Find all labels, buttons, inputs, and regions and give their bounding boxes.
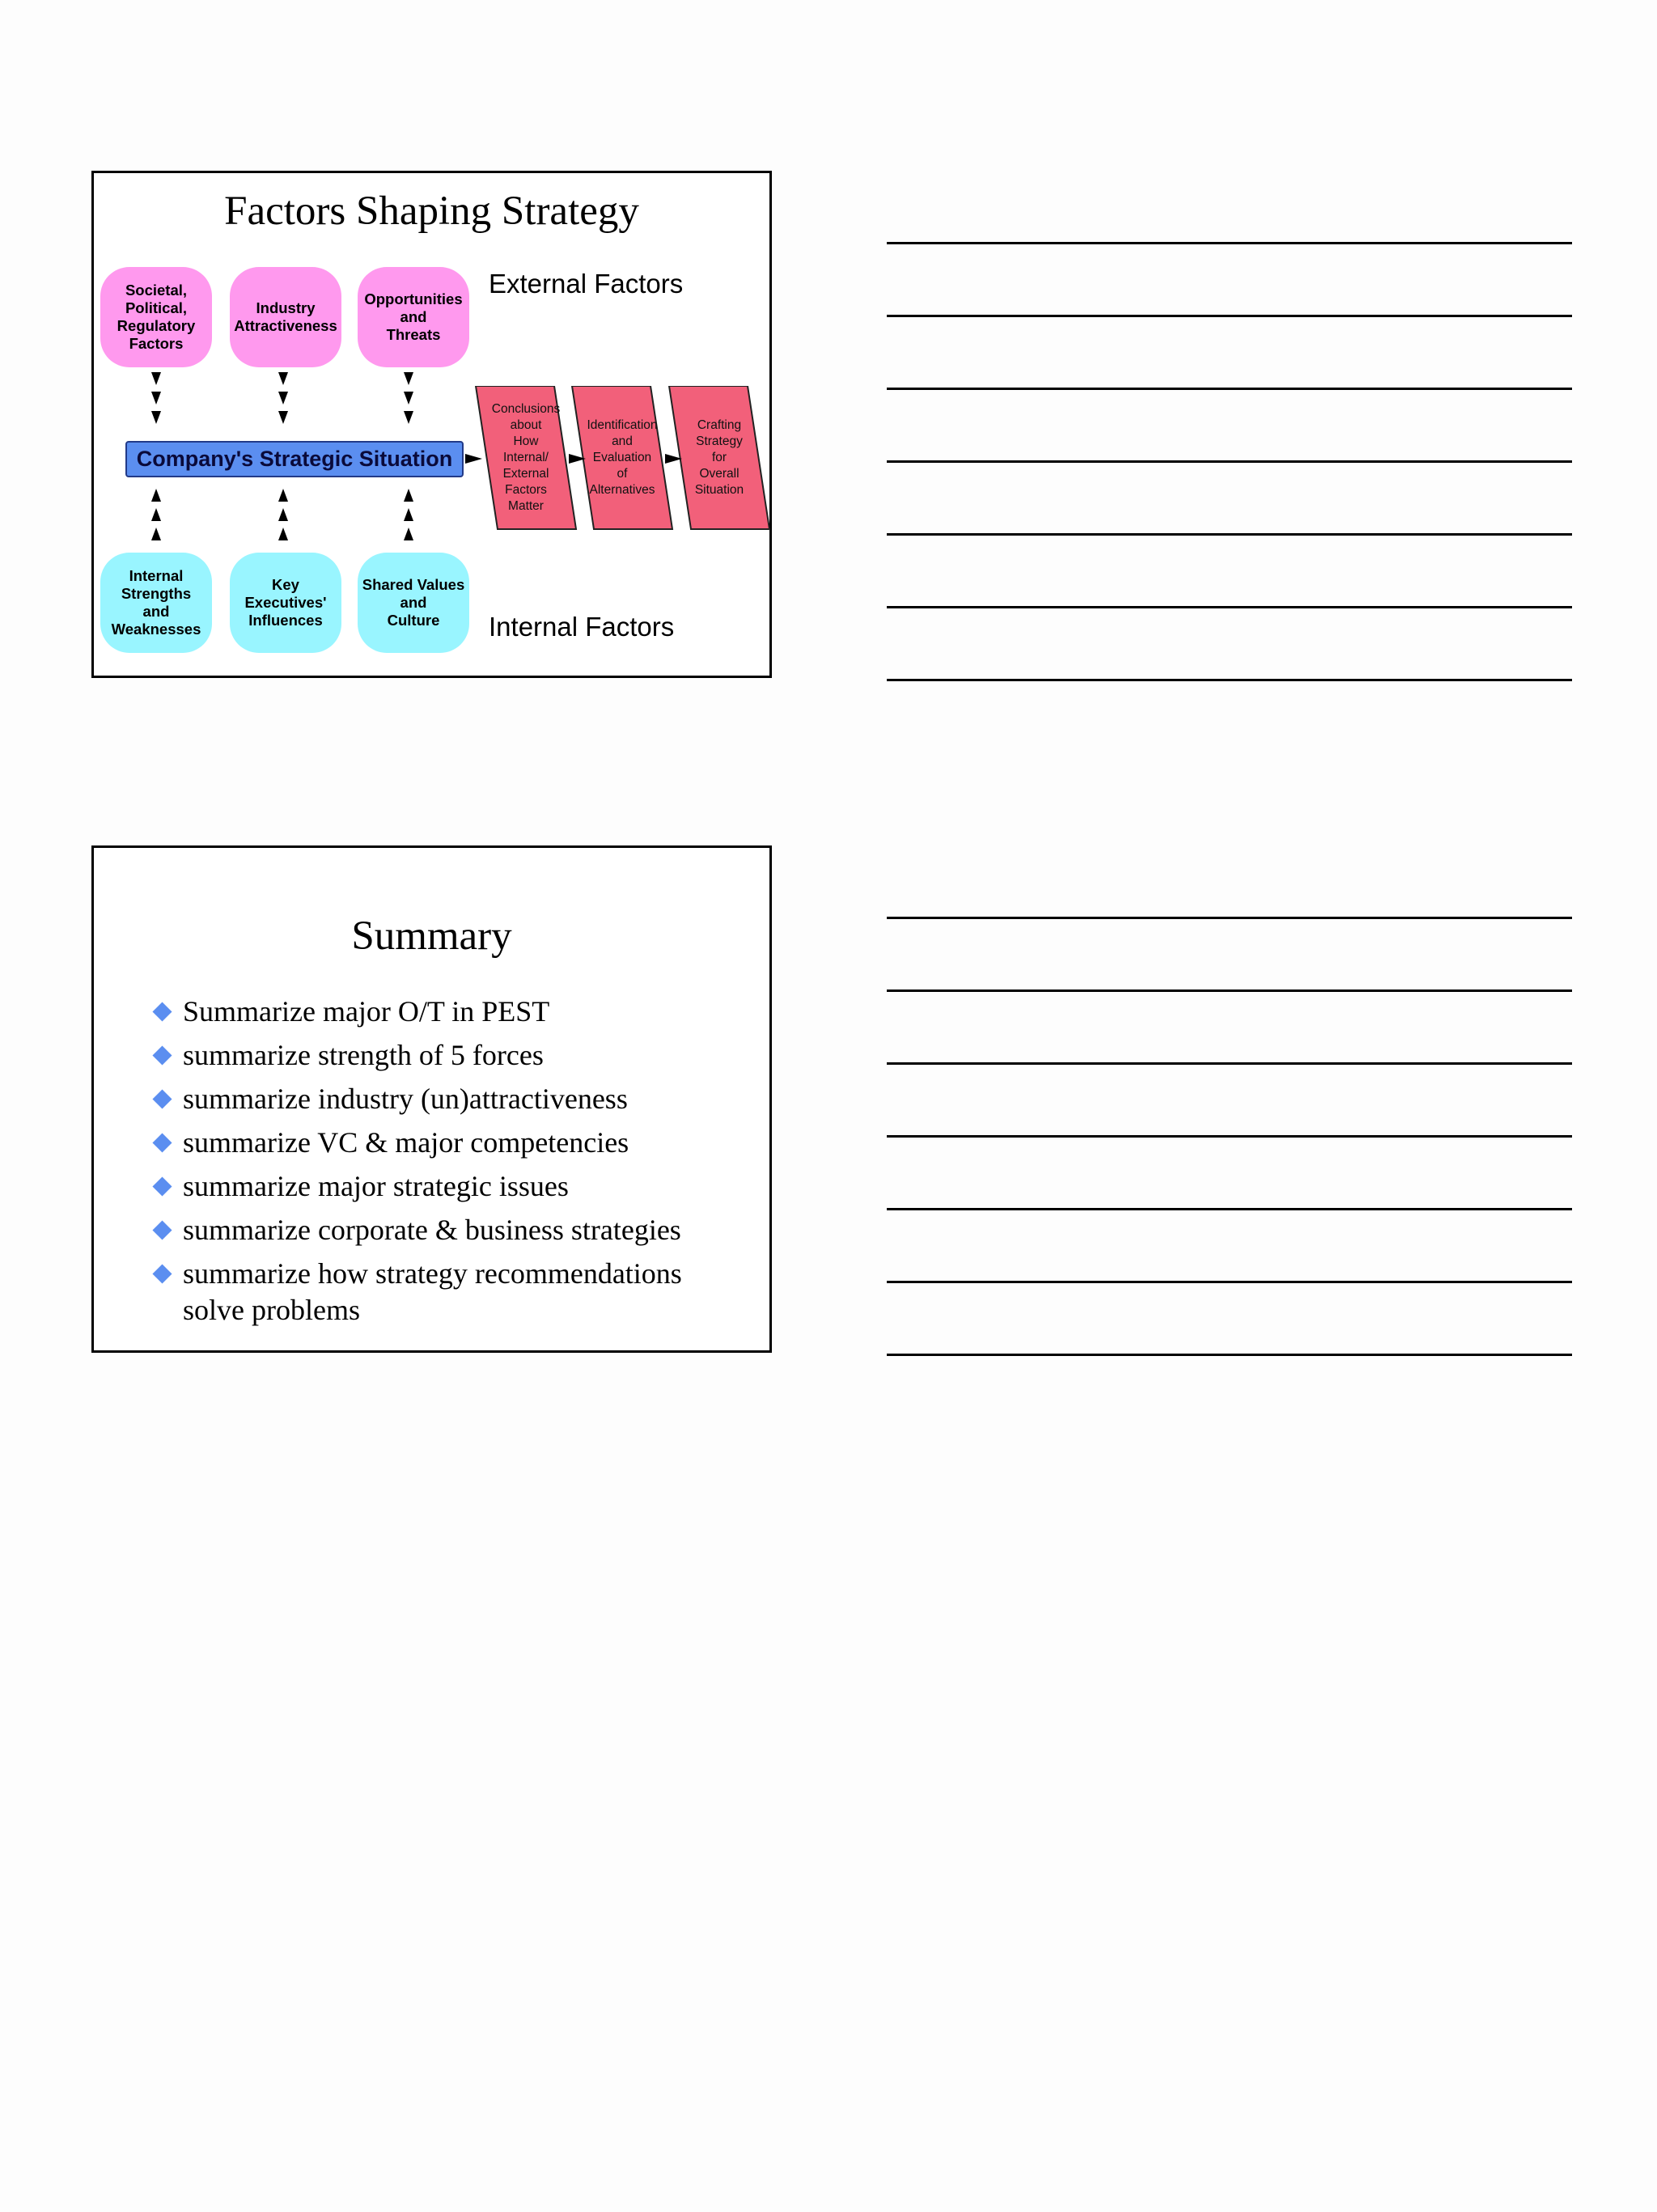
bullet-text: Summarize major O/T in PEST: [183, 995, 550, 1028]
note-line[interactable]: [887, 679, 1572, 681]
arrow-up: [404, 508, 413, 521]
note-line[interactable]: [887, 533, 1572, 536]
external-factor-industry: Industry Attractiveness: [230, 267, 341, 367]
arrow-up: [278, 489, 288, 502]
arrow-up: [404, 489, 413, 502]
note-line[interactable]: [887, 1135, 1572, 1138]
arrow-down: [404, 411, 413, 424]
bullet-text: summarize VC & major competencies: [183, 1126, 629, 1159]
diamond-bullet-icon: [152, 1220, 172, 1239]
bullet-item: [150, 1037, 749, 1074]
arrow-down: [278, 411, 288, 424]
bullet-text: summarize strength of 5 forces: [183, 1039, 544, 1071]
step-crafting-text: Crafting Strategy for Overall Situation: [694, 418, 744, 497]
slide-summary: [91, 845, 772, 1353]
bullet-item: [150, 1256, 749, 1328]
bullet-text: summarize corporate & business strategies: [183, 1214, 681, 1246]
step-conclusions-text: Conclusions about How Internal/ External Factors Matter: [491, 402, 561, 513]
note-line[interactable]: [887, 1062, 1572, 1065]
step-identification: [570, 386, 674, 530]
slide-title: Summary: [351, 913, 512, 959]
arrow-up: [151, 528, 161, 540]
arrow-down: [278, 372, 288, 385]
note-line[interactable]: [887, 989, 1572, 992]
arrow-down: [404, 392, 413, 405]
bullet-item: [150, 994, 749, 1030]
note-line[interactable]: [887, 388, 1572, 390]
diamond-bullet-icon: [152, 1176, 172, 1196]
external-factor-opportunities: Opportunities and Threats: [358, 267, 469, 367]
step-crafting: [667, 386, 771, 530]
external-factors-label: External Factors: [489, 269, 684, 299]
arrow-up: [404, 528, 413, 540]
internal-factor-culture: Shared Values and Culture: [358, 553, 469, 653]
bullet-item: [150, 1212, 749, 1248]
note-line[interactable]: [887, 242, 1572, 244]
step-identification-text: Identification and Evaluation of Alternatives: [587, 418, 658, 497]
up-arrows: [151, 489, 413, 540]
strategic-situation-box: Company's Strategic Situation: [125, 441, 464, 477]
summary-bullet-list: [150, 994, 749, 1336]
step-conclusions: [474, 386, 578, 530]
down-arrows: [151, 372, 413, 424]
arrow-up: [151, 489, 161, 502]
slide-factors-shaping-strategy: [91, 171, 772, 678]
bullet-item: [150, 1081, 749, 1117]
diamond-bullet-icon: [152, 1264, 172, 1283]
bullet-text: summarize how strategy recommendations solve problems: [183, 1257, 682, 1326]
bullet-item: [150, 1125, 749, 1161]
bullet-text: summarize major strategic issues: [183, 1170, 569, 1202]
note-line[interactable]: [887, 1354, 1572, 1356]
note-line[interactable]: [887, 917, 1572, 919]
diamond-bullet-icon: [152, 1045, 172, 1065]
internal-factor-strengths: Internal Strengths and Weaknesses: [100, 553, 212, 653]
note-line[interactable]: [887, 315, 1572, 317]
internal-factor-executives: Key Executives' Influences: [230, 553, 341, 653]
bullet-item: [150, 1168, 749, 1205]
slide-title: Factors Shaping Strategy: [224, 189, 639, 234]
diamond-bullet-icon: [152, 1133, 172, 1152]
external-factor-societal: Societal, Political, Regulatory Factors: [100, 267, 212, 367]
diamond-bullet-icon: [152, 1089, 172, 1108]
arrow-down: [151, 372, 161, 385]
bullet-text: summarize industry (un)attractiveness: [183, 1083, 628, 1115]
arrow-up: [278, 528, 288, 540]
arrow-down: [278, 392, 288, 405]
arrow-down: [404, 372, 413, 385]
internal-factors-label: Internal Factors: [489, 612, 675, 642]
note-line[interactable]: [887, 1281, 1572, 1283]
arrow-up: [151, 508, 161, 521]
arrow-down: [151, 411, 161, 424]
note-line[interactable]: [887, 1208, 1572, 1210]
arrow-down: [151, 392, 161, 405]
diamond-bullet-icon: [152, 1002, 172, 1021]
note-line[interactable]: [887, 606, 1572, 608]
note-line[interactable]: [887, 460, 1572, 463]
arrow-up: [278, 508, 288, 521]
